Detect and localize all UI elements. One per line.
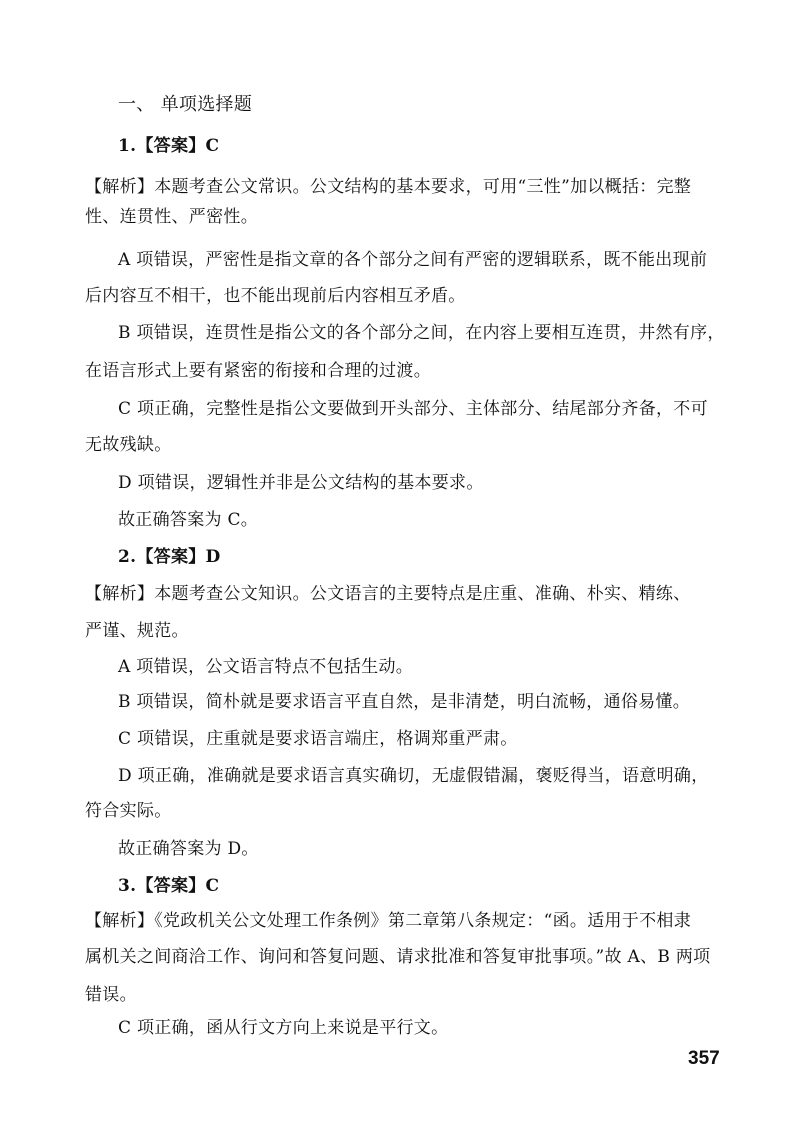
q1-analysis-line-1: 【解析】本题考查公文常识。公文结构的基本要求，可用“三性”加以概括：完整 [85, 177, 692, 197]
q1-answer-label: 1.【答案】C [118, 136, 220, 156]
q1-conclusion: 故正确答案为 C。 [118, 510, 259, 530]
q3-option-c: C 项正确，函从行文方向上来说是平行文。 [118, 1018, 449, 1038]
q3-analysis-line-3: 错误。 [85, 985, 137, 1005]
q2-analysis-line-2: 严谨、规范。 [85, 621, 189, 641]
q2-option-a: A 项错误，公文语言特点不包括生动。 [118, 657, 414, 677]
q1-option-c-line-1: C 项正确，完整性是指公文要做到开头部分、主体部分、结尾部分齐备，不可 [118, 399, 708, 419]
q1-option-a-line-2: 后内容互不相干，也不能出现前后内容相互矛盾。 [85, 286, 466, 306]
q2-conclusion: 故正确答案为 D。 [118, 839, 259, 859]
section-title: 一、 单项选择题 [118, 94, 253, 115]
q2-option-b: B 项错误，简朴就是要求语言平直自然，是非清楚，明白流畅，通俗易懂。 [118, 692, 691, 712]
q1-option-c-line-2: 无故残缺。 [85, 435, 172, 455]
q1-option-d: D 项错误，逻辑性并非是公文结构的基本要求。 [118, 473, 484, 493]
q1-analysis-line-2: 性、连贯性、严密性。 [85, 207, 258, 227]
q3-answer-label: 3.【答案】C [118, 876, 220, 896]
q1-option-b-line-2: 在语言形式上要有紧密的衔接和合理的过渡。 [85, 361, 431, 381]
page-number: 357 [688, 1048, 720, 1069]
q3-analysis-line-2: 属机关之间商洽工作、询问和答复问题、请求批准和答复审批事项。”故 A、B 两项 [85, 947, 711, 967]
q2-option-c: C 项错误，庄重就是要求语言端庄，格调郑重严肃。 [118, 729, 518, 749]
q2-analysis-line-1: 【解析】本题考查公文知识。公文语言的主要特点是庄重、准确、朴实、精练、 [85, 584, 691, 604]
q1-option-a-line-1: A 项错误，严密性是指文章的各个部分之间有严密的逻辑联系，既不能出现前 [118, 250, 708, 270]
q1-option-b-line-1: B 项错误，连贯性是指公文的各个部分之间，在内容上要相互连贯，井然有序， [118, 323, 725, 343]
q2-option-d-line-1: D 项正确，准确就是要求语言真实确切，无虚假错漏，褒贬得当，语意明确， [118, 766, 709, 786]
q3-analysis-line-1: 【解析】《党政机关公文处理工作条例》第二章第八条规定：“函。适用于不相隶 [85, 911, 691, 931]
q2-option-d-line-2: 符合实际。 [85, 801, 172, 821]
q2-answer-label: 2.【答案】D [118, 547, 221, 567]
